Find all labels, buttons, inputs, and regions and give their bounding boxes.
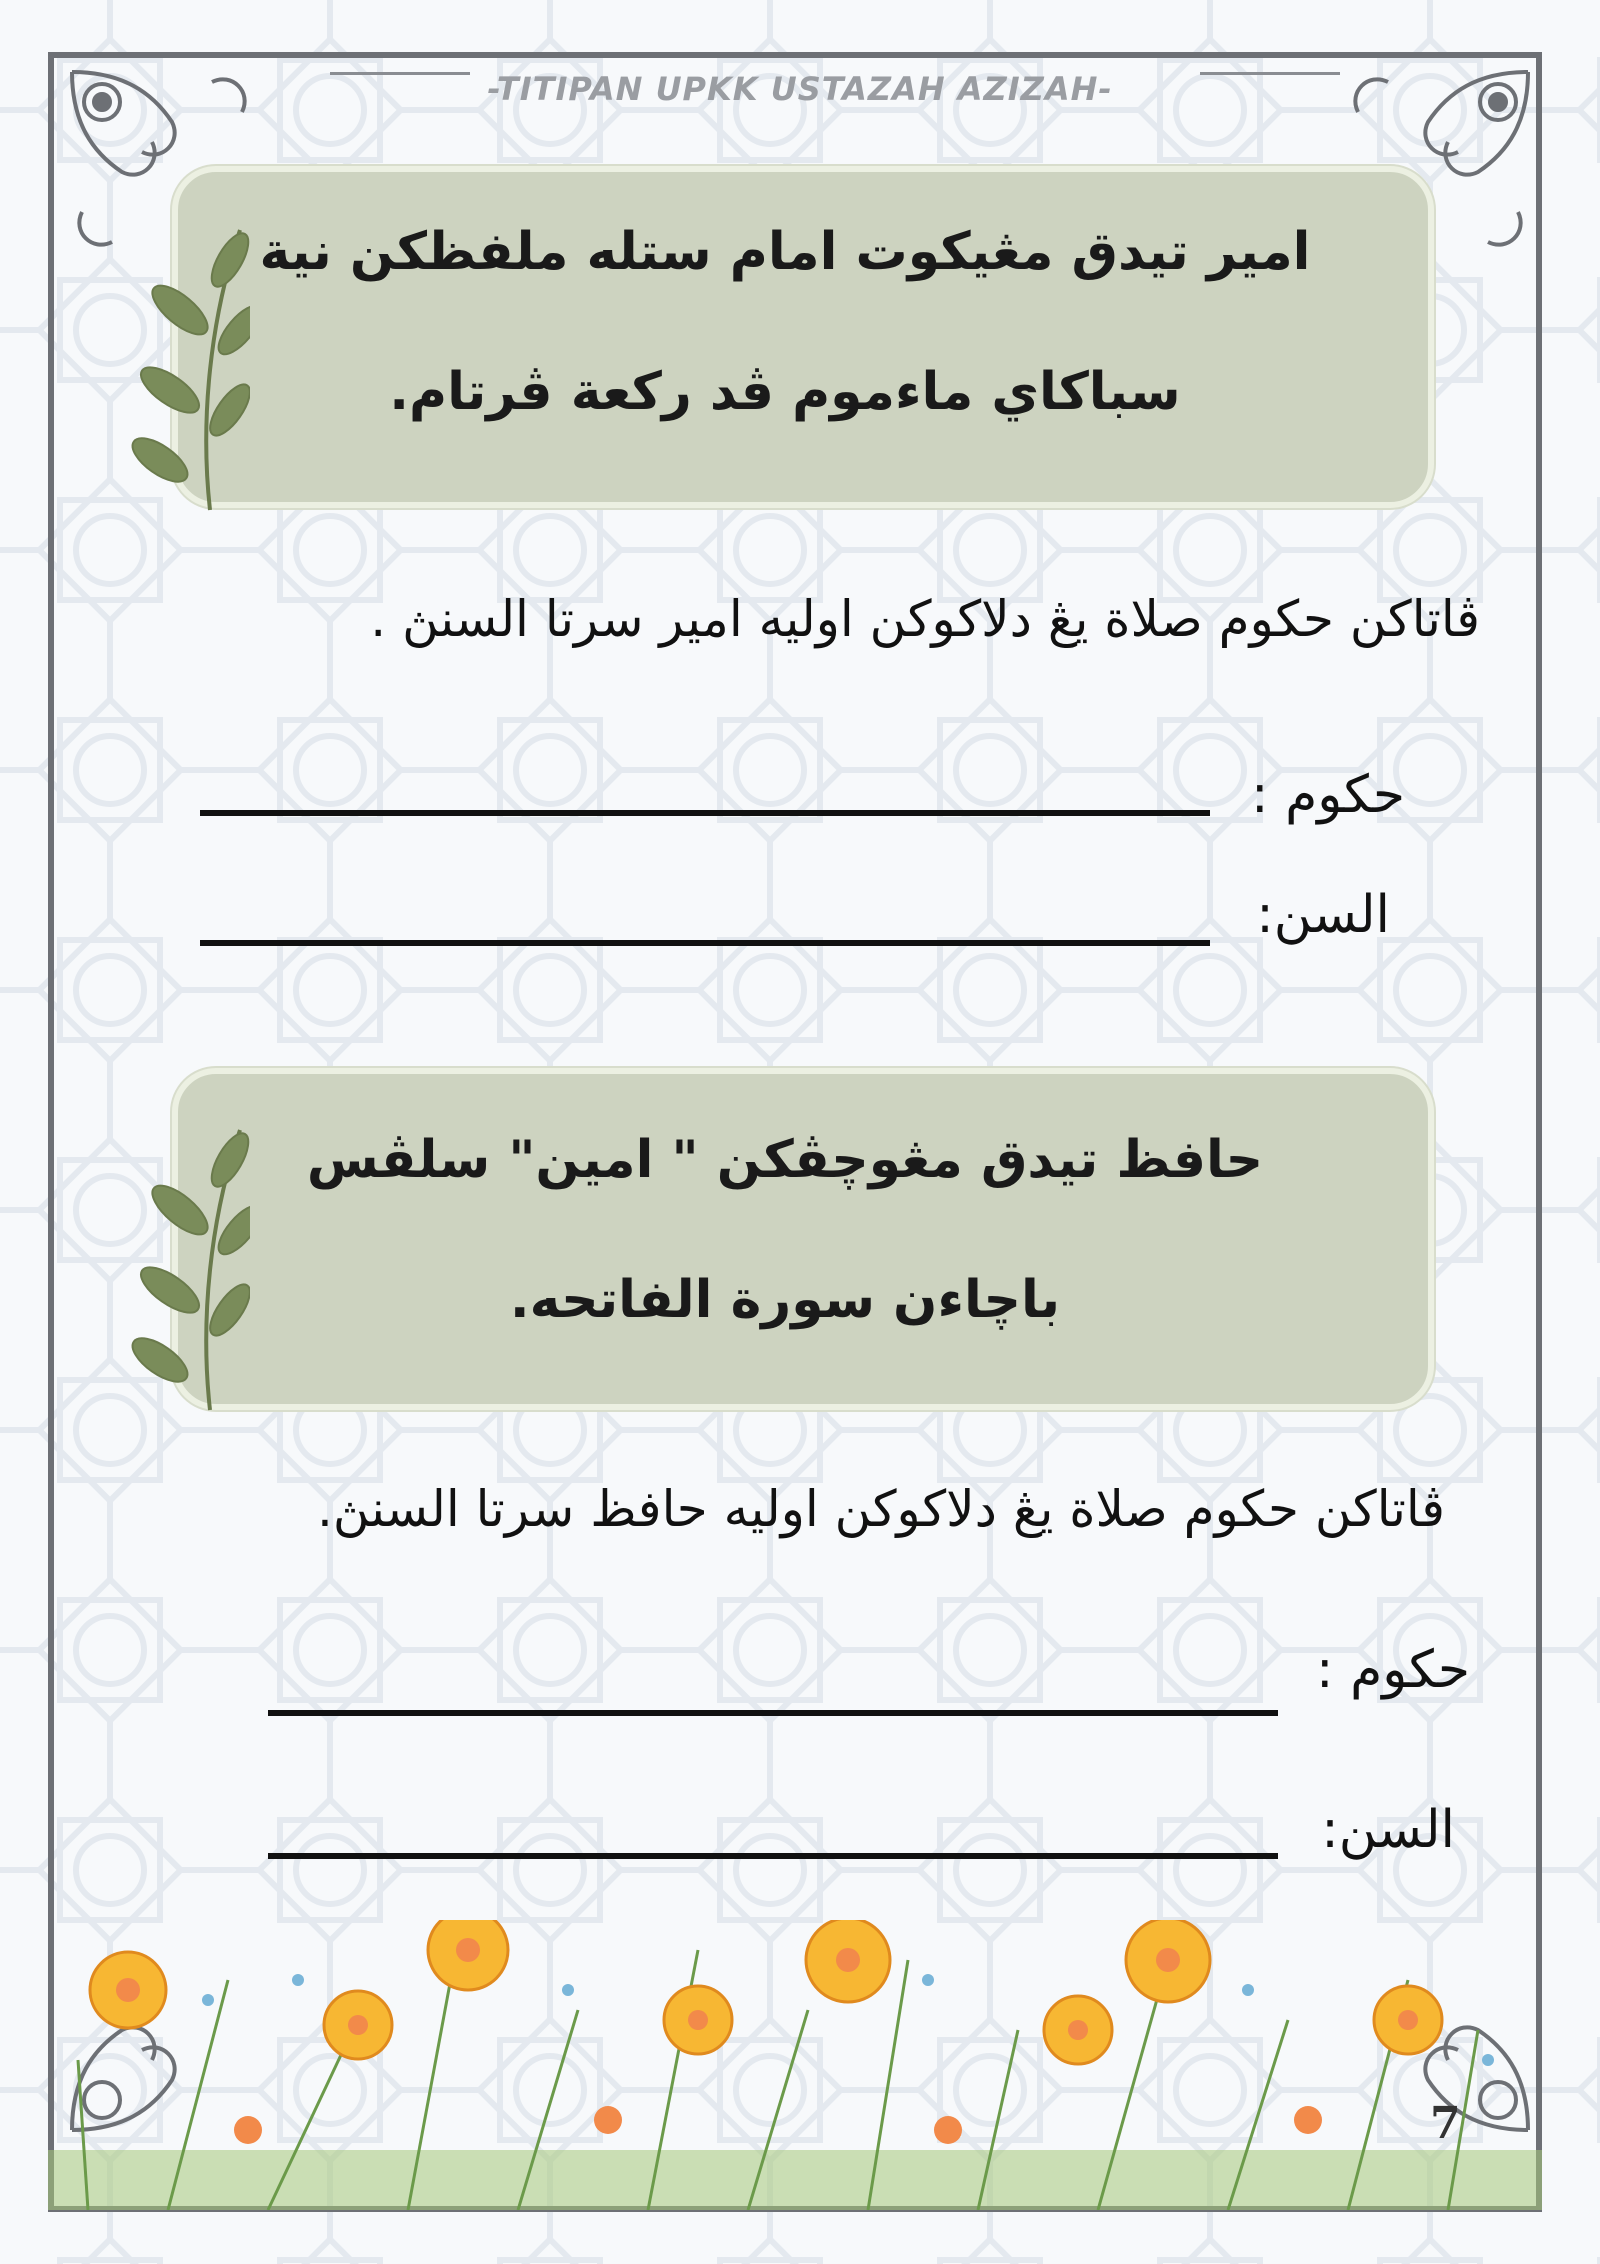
statement-card-2	[172, 1068, 1434, 1410]
question-2: ڤاتاكن حكوم صلاة يڠ دلاكوكن اوليه حافظ سرتا السنڽ.	[317, 1480, 1445, 1538]
label-hukum-1: حكوم :	[1251, 765, 1405, 825]
flower-border-icon	[48, 1920, 1542, 2210]
card-1-line-2: سباكاي ماءموم ڤد ركعة ڤرتام.	[389, 362, 1181, 422]
answer-line-sebab-1[interactable]	[200, 940, 1210, 946]
page-number: 7	[1430, 2098, 1461, 2149]
answer-line-hukum-1[interactable]	[200, 810, 1210, 816]
card-2-line-1: حافظ تيدق مڠوچڤكن " امين" سلڤس	[306, 1130, 1264, 1190]
leaf-branch-icon	[100, 1120, 250, 1420]
label-hukum-2: حكوم :	[1316, 1640, 1470, 1700]
label-sebab-2: السن:	[1321, 1800, 1455, 1860]
ornament-corner-top-right-icon	[1338, 62, 1538, 262]
card-2-line-2: باچاءن سورة الفاتحه.	[509, 1270, 1061, 1330]
header-title: -TITIPAN UPKK USTAZAH AZIZAH-	[487, 70, 1113, 108]
statement-card-1	[172, 166, 1434, 508]
card-1-line-1: امير تيدق مڠيكوت امام ستله ملفظكن نية	[259, 222, 1311, 282]
answer-line-hukum-2[interactable]	[268, 1710, 1278, 1716]
label-sebab-1: السن:	[1256, 885, 1390, 945]
answer-line-sebab-2[interactable]	[268, 1853, 1278, 1859]
question-1: ڤاتاكن حكوم صلاة يڠ دلاكوكن اوليه امير سرتا السنڽ .	[370, 590, 1480, 648]
leaf-branch-icon	[100, 220, 250, 520]
